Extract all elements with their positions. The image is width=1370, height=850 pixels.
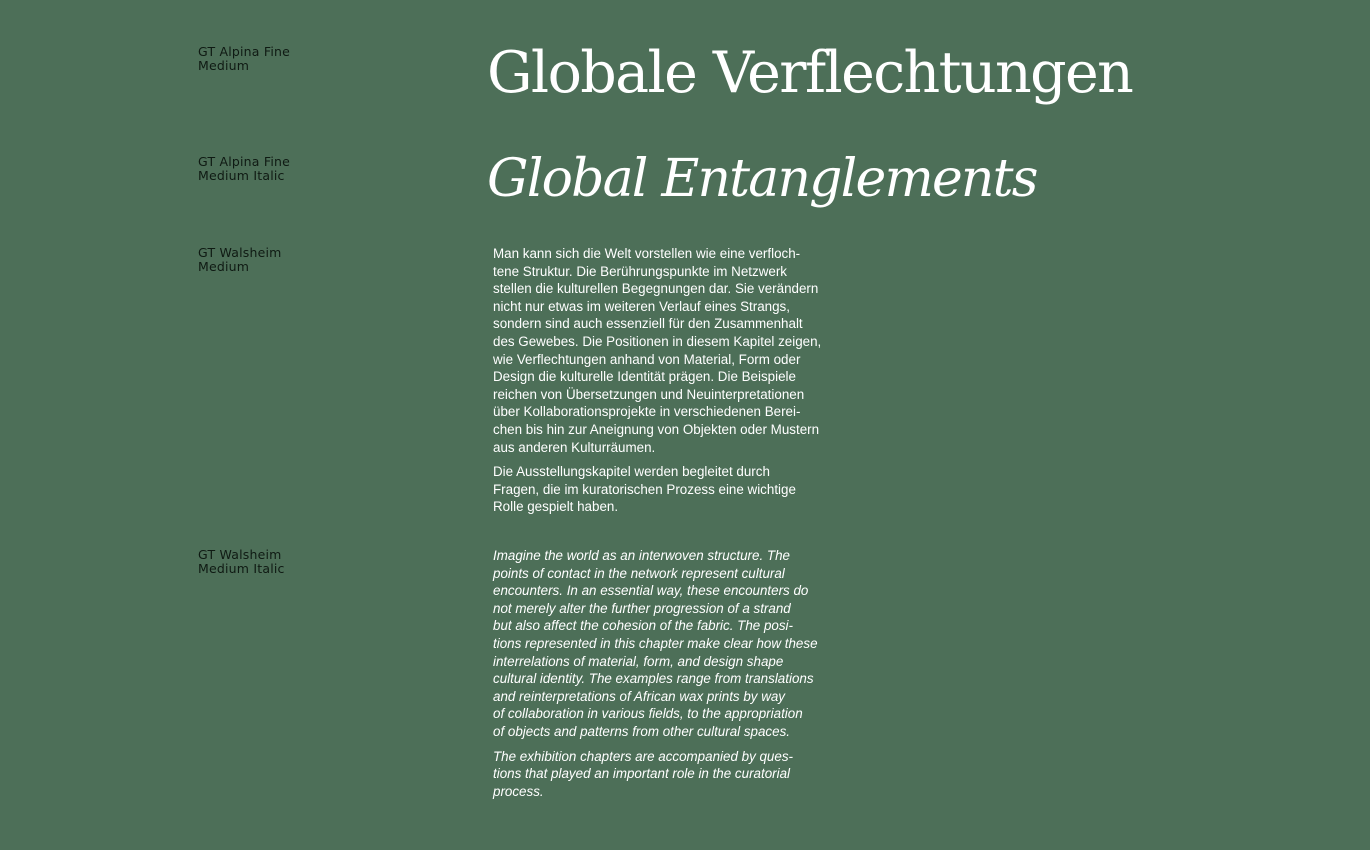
font-label-walsheim-medium [198, 246, 282, 274]
body-line: cultural identity. The examples range from translations [493, 671, 814, 687]
specimen-body-english [493, 547, 818, 800]
body-line: chen bis hin zur Aneignung von Objekten oder Mustern [493, 421, 820, 437]
body-line: Rolle gespielt haben. [493, 499, 619, 515]
body-line: aus anderen Kulturräumen. [493, 439, 656, 455]
body-line: reichen von Übersetzungen und Neuinterpretationen [493, 386, 805, 402]
body-line: tions represented in this chapter make clear how these [493, 635, 818, 651]
font-label-line: Medium Italic [198, 561, 285, 576]
body-line: sondern sind auch essenziell für den Zusammenhalt [493, 316, 803, 332]
body-line: Man kann sich die Welt vorstellen wie eine verfloch- [493, 246, 801, 261]
body-line: of collaboration in various fields, to the appropriation [493, 706, 803, 722]
body-line: tene Struktur. Die Berührungspunkte im Netzwerk [493, 263, 787, 279]
body-paragraph [493, 463, 821, 516]
font-label-line: GT Alpina Fine [198, 154, 291, 169]
body-line: tions that played an important role in the curatorial [493, 766, 790, 782]
font-label-line: GT Walsheim [198, 547, 282, 562]
body-line: über Kollaborationsprojekte in verschiedenen Berei- [493, 404, 801, 420]
body-line: nicht nur etwas im weiteren Verlauf eines Strangs, [493, 298, 790, 314]
body-line: Design die kulturelle Identität prägen. Die Beispiele [493, 369, 796, 385]
font-label-walsheim-medium-italic [198, 548, 285, 576]
body-line: encounters. In an essential way, these encounters do [493, 583, 809, 599]
specimen-title-german: Globale Verflechtungen [487, 40, 1133, 106]
body-line: and reinterpretations of African wax prints by way [493, 688, 786, 704]
body-line: The exhibition chapters are accompanied by ques- [493, 748, 793, 764]
body-line: process. [493, 783, 544, 799]
font-label-alpina-medium [198, 45, 290, 73]
body-paragraph [493, 748, 818, 801]
font-label-line: Medium Italic [198, 168, 285, 183]
body-line: but also affect the cohesion of the fabric. The posi- [493, 618, 793, 634]
body-line: not merely alter the further progression of a strand [493, 600, 791, 616]
font-label-alpina-medium-italic [198, 155, 290, 183]
body-line: Die Ausstellungskapitel werden begleitet durch [493, 464, 770, 480]
specimen-title-english: Global Entanglements [487, 149, 1037, 209]
body-line: interrelations of material, form, and design shape [493, 653, 784, 669]
body-paragraph [493, 547, 818, 741]
body-line: points of contact in the network represent cultural [493, 565, 785, 581]
font-label-line: Medium [198, 259, 250, 274]
font-label-line: GT Alpina Fine [198, 44, 291, 59]
specimen-body-german [493, 245, 821, 516]
body-line: des Gewebes. Die Positionen in diesem Kapitel zeigen, [493, 333, 822, 349]
body-paragraph [493, 245, 821, 456]
font-label-line: Medium [198, 58, 250, 73]
font-label-line: GT Walsheim [198, 245, 282, 260]
body-line: stellen die kulturellen Begegnungen dar. Sie verändern [493, 281, 819, 297]
body-line: wie Verflechtungen anhand von Material, Form oder [493, 351, 801, 367]
body-line: Imagine the world as an interwoven structure. The [493, 548, 790, 563]
body-line: of objects and patterns from other cultural spaces. [493, 723, 790, 739]
body-line: Fragen, die im kuratorischen Prozess eine wichtige [493, 481, 796, 497]
